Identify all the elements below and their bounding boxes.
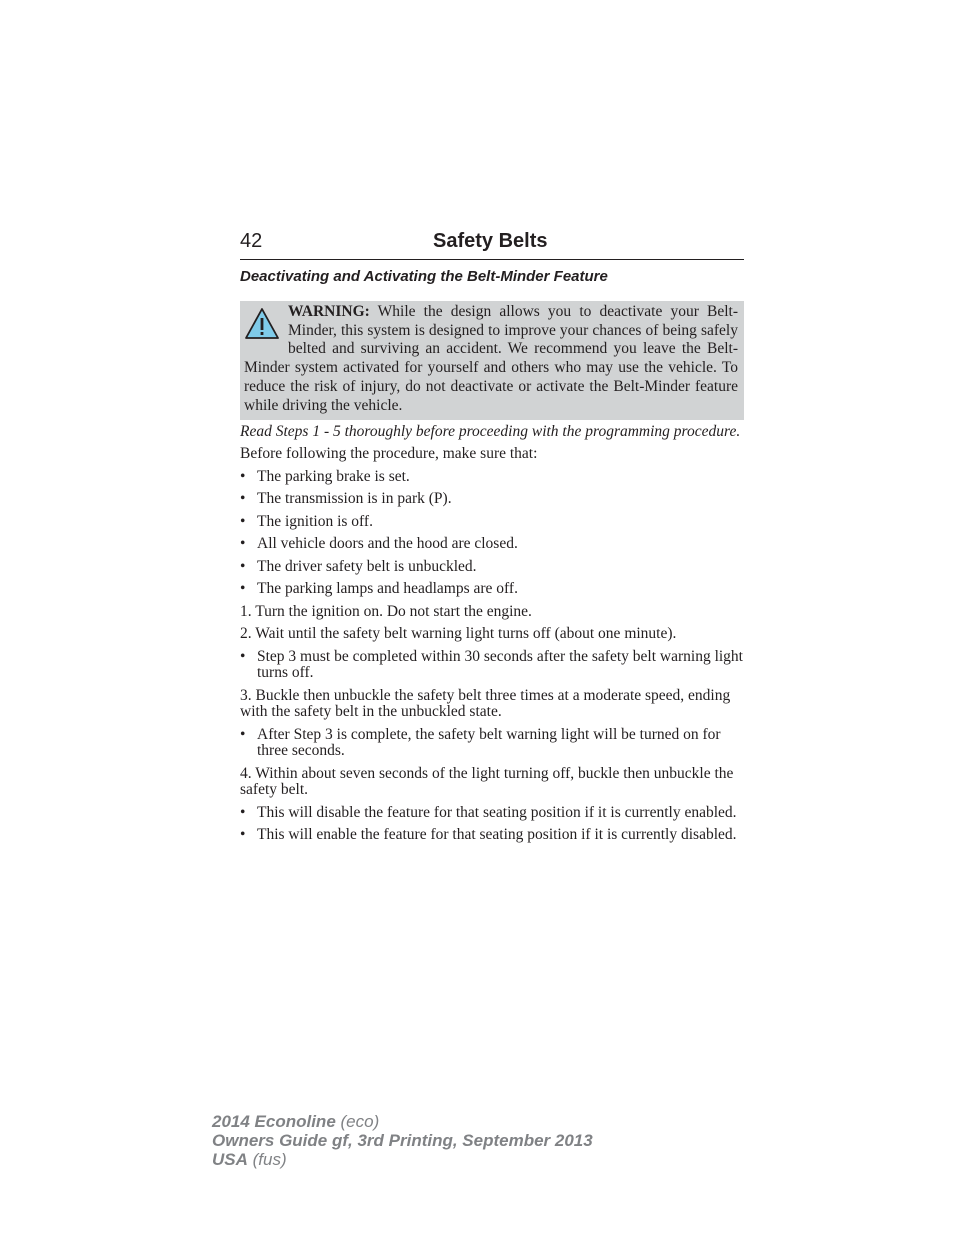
list-item-text: The transmission is in park (P). bbox=[257, 490, 452, 507]
step-3-note bbox=[240, 727, 744, 766]
list-item bbox=[240, 514, 744, 537]
warning-text bbox=[244, 303, 738, 415]
page-header bbox=[240, 229, 744, 260]
warning-triangle-icon bbox=[244, 307, 280, 341]
intro-note: Read Steps 1 - 5 thoroughly before proceeding with the programming procedure. bbox=[240, 423, 741, 440]
step-4-note bbox=[240, 805, 744, 828]
step-3: 3. Buckle then unbuckle the safety belt three times at a moderate speed, ending with the safety belt in the unbuckled state. bbox=[240, 686, 731, 720]
step-2-note bbox=[240, 649, 744, 688]
bullet-icon: • bbox=[240, 803, 246, 821]
list-item-text: This will disable the feature for that seating position if it is currently enabled. bbox=[257, 803, 737, 821]
bullet-icon: • bbox=[240, 647, 246, 665]
bullet-icon: • bbox=[240, 490, 246, 507]
footer-model-code: (eco) bbox=[335, 1112, 380, 1131]
list-item bbox=[240, 536, 744, 559]
footer-region: USA bbox=[212, 1150, 248, 1169]
list-item bbox=[240, 469, 744, 492]
list-item bbox=[240, 491, 744, 514]
bullet-icon: • bbox=[240, 557, 246, 575]
step-4: 4. Within about seven seconds of the light turning off, buckle then unbuckle the safety belt. bbox=[240, 764, 734, 798]
footer-model: 2014 Econoline bbox=[212, 1112, 336, 1131]
bullet-icon: • bbox=[240, 580, 246, 597]
list-item bbox=[240, 559, 744, 582]
list-item-text: The driver safety belt is unbuckled. bbox=[257, 557, 477, 575]
bullet-icon: • bbox=[240, 512, 246, 530]
footer-region-code: (fus) bbox=[247, 1150, 287, 1169]
page-footer bbox=[212, 1112, 593, 1169]
bullet-icon: • bbox=[240, 467, 246, 485]
page-number: 42 bbox=[240, 230, 263, 252]
list-item-text: The ignition is off. bbox=[257, 512, 373, 530]
warning-body: While the design allows you to deactivate your Belt-Minder, this system is designed to improve your chances of being safely belted and surviving an accident. We recommend you leave the Belt-Minder system activated for yourself and others who may use the vehicle. To reduce the risk of injury, do not deactivate or activate the Belt-Minder feature while driving the vehicle. bbox=[244, 303, 738, 414]
warning-box bbox=[240, 301, 744, 420]
list-item-text: This will enable the feature for that seating position if it is currently disabled. bbox=[257, 826, 737, 843]
bullet-icon: • bbox=[240, 535, 246, 552]
step-4-note bbox=[240, 827, 744, 850]
list-item-text: Step 3 must be completed within 30 seconds after the safety belt warning light turns off. bbox=[257, 647, 743, 681]
list-item-text: The parking lamps and headlamps are off. bbox=[257, 580, 518, 597]
page-title: Safety Belts bbox=[433, 230, 548, 252]
warning-label: WARNING: bbox=[288, 303, 370, 320]
bullet-icon: • bbox=[240, 725, 246, 743]
footer-model-line bbox=[212, 1112, 593, 1131]
procedure-content bbox=[240, 424, 744, 850]
list-item-text: After Step 3 is complete, the safety belt warning light will be turned on for three seconds. bbox=[257, 725, 721, 759]
step-2: 2. Wait until the safety belt warning light turns off (about one minute). bbox=[240, 625, 677, 642]
lead-text: Before following the procedure, make sure that: bbox=[240, 445, 538, 462]
list-item bbox=[240, 581, 744, 604]
section-heading: Deactivating and Activating the Belt-Minder Feature bbox=[240, 268, 608, 285]
footer-guide: Owners Guide gf, 3rd Printing, September 2013 bbox=[212, 1131, 593, 1150]
bullet-icon: • bbox=[240, 826, 246, 843]
step-1: 1. Turn the ignition on. Do not start the engine. bbox=[240, 602, 532, 620]
list-item-text: All vehicle doors and the hood are closed. bbox=[257, 535, 518, 552]
list-item-text: The parking brake is set. bbox=[257, 467, 410, 485]
footer-region-line bbox=[212, 1150, 593, 1169]
